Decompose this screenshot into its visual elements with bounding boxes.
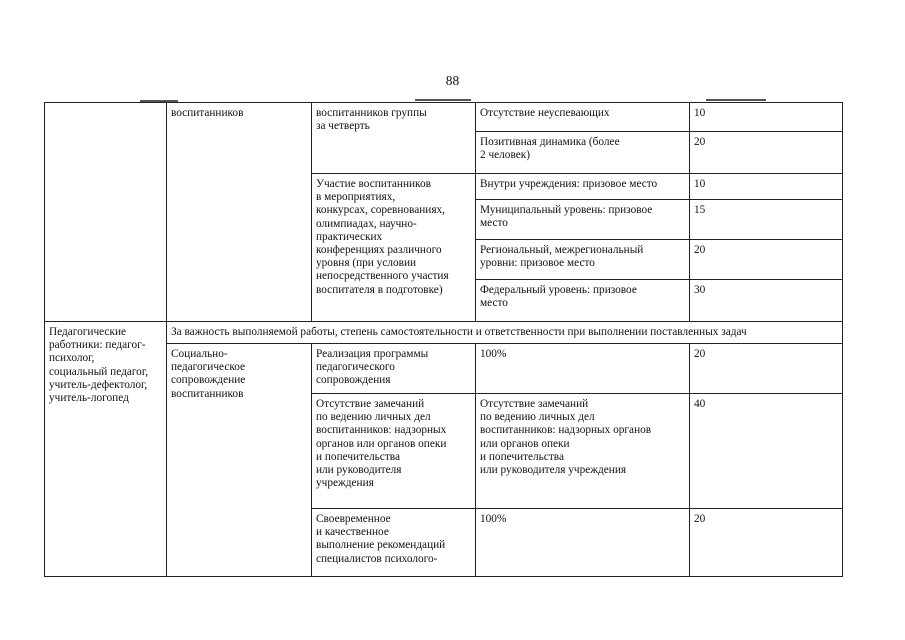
table-row (45, 103, 843, 132)
condition-cell: Региональный, межрегиональный уровни: призовое место (476, 240, 690, 280)
points-cell: 20 (690, 240, 843, 280)
points-cell: 20 (690, 344, 843, 394)
category-cell (45, 103, 167, 322)
points-cell: 40 (690, 394, 843, 509)
condition-cell: 100% (476, 344, 690, 394)
condition-cell: Отсутствие замечаний по ведению личных дел воспитанников: надзорных органов или органов опеки и попечительства или руководителя учреждения (476, 394, 690, 509)
indicator-cell: воспитанников группы за четверть (312, 103, 476, 174)
section-heading: За важность выполняемой работы, степень самостоятельности и ответственности при выполнении поставленных задач (167, 322, 843, 344)
criterion-cell: Социально- педагогическое сопровождение воспитанников (167, 344, 312, 577)
points-cell: 30 (690, 280, 843, 322)
criteria-table (44, 102, 843, 577)
indicator-cell: Отсутствие замечаний по ведению личных дел воспитанников: надзорных органов или органов опеки и попечительства или руководителя учреждения (312, 394, 476, 509)
table-row (45, 322, 843, 344)
points-cell: 20 (690, 509, 843, 577)
condition-cell: Муниципальный уровень: призовое место (476, 200, 690, 240)
condition-cell: Внутри учреждения: призовое место (476, 174, 690, 200)
indicator-cell: Своевременное и качественное выполнение рекомендаций специалистов психолого- (312, 509, 476, 577)
condition-cell: Позитивная динамика (более 2 человек) (476, 132, 690, 174)
criterion-cell: воспитанников (167, 103, 312, 322)
condition-cell: 100% (476, 509, 690, 577)
page-number: 88 (445, 73, 460, 88)
condition-cell: Отсутствие неуспевающих (476, 103, 690, 132)
category-cell: Педагогические работники: педагог- психолог, социальный педагог, учитель-дефектолог, учитель-логопед (45, 322, 167, 577)
indicator-cell: Реализация программы педагогического сопровождения (312, 344, 476, 394)
points-cell: 10 (690, 103, 843, 132)
points-cell: 15 (690, 200, 843, 240)
indicator-cell: Участие воспитанников в мероприятиях, конкурсах, соревнованиях, олимпиадах, научно- практических конференциях различного уровня (при условии непосредственного участия воспитателя в подготовке) (312, 174, 476, 322)
condition-cell: Федеральный уровень: призовое место (476, 280, 690, 322)
scan-mark (706, 99, 766, 101)
points-cell: 10 (690, 174, 843, 200)
points-cell: 20 (690, 132, 843, 174)
scan-mark (415, 99, 471, 101)
